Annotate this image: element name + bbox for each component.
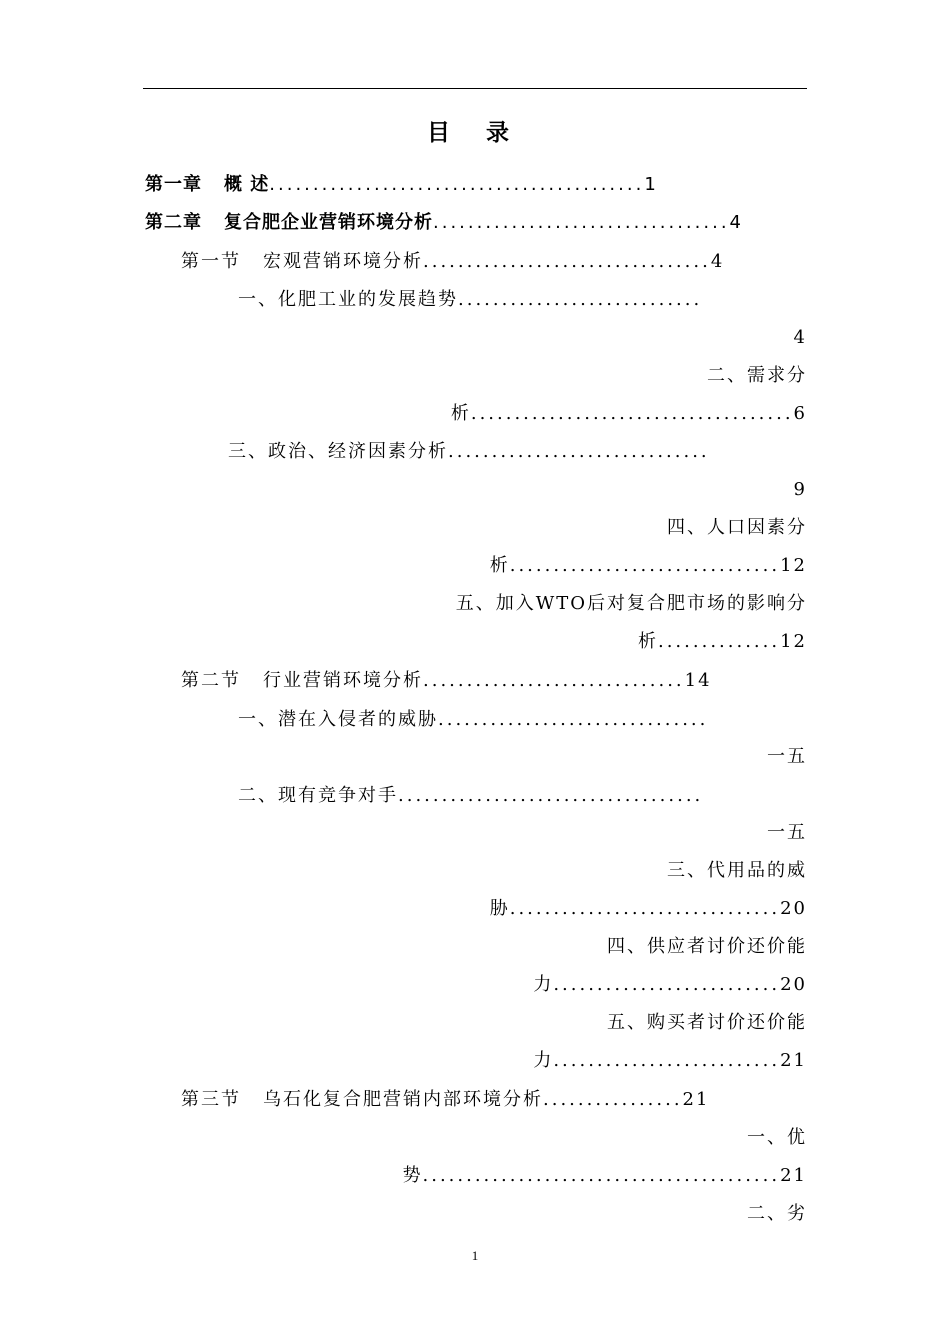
toc-entry[interactable] [238,706,807,734]
toc-item-title: 一、优 [747,1127,807,1148]
toc-section-label: 第三节 [181,1089,241,1110]
toc-entry[interactable] [143,514,807,542]
toc-chapter-label: 第一章 [145,174,202,195]
toc-entry[interactable] [145,209,807,237]
toc-leader: ............................... [509,898,781,919]
toc-page: 21 [682,1089,710,1110]
toc-leader: ..................................... [470,403,794,424]
toc-item-title: 五、加入WTO后对复合肥市场的影响分 [455,593,807,614]
toc-page: 12 [780,555,807,576]
toc-item-title: 四、供应者讨价还价能 [607,936,807,957]
toc-entry [143,476,807,504]
toc-page: 20 [780,898,807,919]
toc-item-title: 二、现有竞争对手 [238,785,398,806]
toc-section-title: 宏观营销环境分析 [263,251,423,272]
page-number: 1 [471,1248,479,1263]
toc-leader: ......................................... [422,1165,781,1186]
toc-entry[interactable] [143,628,807,656]
toc-page: 1 [644,174,657,195]
toc-page: 20 [780,974,807,995]
toc-section-label: 第一节 [181,251,241,272]
toc-leader: ............................... [438,709,709,730]
toc-item-title: 力 [533,974,554,995]
toc-leader: .............................. [448,441,710,462]
toc-item-title: 势 [402,1165,423,1186]
toc-chapter-title: 概 述 [224,174,270,195]
toc-entry[interactable] [143,933,807,961]
toc-page: 一五 [767,822,807,843]
toc-entry[interactable] [238,782,807,810]
toc-leader: .................................. [433,212,730,233]
toc-entry[interactable] [145,171,807,199]
toc-page: 4 [710,251,725,272]
toc-page: 4 [793,327,807,348]
toc-item-title: 力 [533,1050,554,1071]
toc-leader: .............. [657,631,781,652]
toc-item-title: 四、人口因素分 [667,517,807,538]
toc-item-title: 三、政治、经济因素分析 [228,441,448,462]
toc-page: 一五 [767,746,807,767]
toc-item-title: 五、购买者讨价还价能 [607,1012,807,1033]
toc-leader: .............................. [423,670,685,691]
toc-entry[interactable] [181,667,807,695]
toc-leader: ................................. [423,251,711,272]
toc-entry [143,819,807,847]
toc-entry[interactable] [143,857,807,885]
toc-entry [143,324,807,352]
toc-entry [143,743,807,771]
toc-page: 14 [684,670,712,691]
toc-item-title: 三、代用品的威 [667,860,807,881]
toc-entry[interactable] [143,895,807,923]
toc-page: 12 [780,631,807,652]
toc-page: 9 [793,479,807,500]
toc-item-title: 胁 [489,898,510,919]
toc-entry[interactable] [143,552,807,580]
toc-item-title: 二、需求分 [707,365,807,386]
toc-chapter-label: 第二章 [145,212,202,233]
toc-entry[interactable] [143,590,807,618]
toc-leader: .......................... [553,1050,781,1071]
toc-chapter-title: 复合肥企业营销环境分析 [224,212,433,233]
toc-entry[interactable] [143,400,807,428]
toc-item-title: 析 [489,555,510,576]
toc-page: 21 [780,1050,807,1071]
toc-item-title: 一、潜在入侵者的威胁 [238,709,438,730]
toc-leader: ............................ [458,289,703,310]
toc-item-title: 析 [637,631,658,652]
toc-entry[interactable] [143,1009,807,1037]
toc-entry[interactable] [143,1200,807,1228]
toc-entry[interactable] [181,248,807,276]
toc-page: 21 [780,1165,807,1186]
toc-leader: ............................... [509,555,781,576]
page-title: 目 录 [426,120,523,146]
toc-leader: ........................................... [269,174,645,195]
toc-entry[interactable] [143,1162,807,1190]
toc-leader: ................................... [398,785,704,806]
header-rule [143,88,807,89]
toc-leader: ................ [543,1089,683,1110]
toc-page: 4 [729,212,742,233]
toc-item-title: 一、化肥工业的发展趋势 [238,289,458,310]
toc-page: 6 [793,403,807,424]
toc-section-label: 第二节 [181,670,241,691]
toc-entry[interactable] [143,1124,807,1152]
toc-entry[interactable] [143,362,807,390]
toc-leader: .......................... [553,974,781,995]
toc-entry[interactable] [143,1047,807,1075]
toc-entry[interactable] [143,971,807,999]
toc-item-title: 析 [450,403,471,424]
toc-section-title: 行业营销环境分析 [263,670,423,691]
toc-section-title: 乌石化复合肥营销内部环境分析 [263,1089,543,1110]
toc-entry[interactable] [238,286,807,314]
toc-entry[interactable] [228,438,807,466]
toc-item-title: 二、劣 [747,1203,807,1224]
toc-entry[interactable] [181,1086,807,1114]
